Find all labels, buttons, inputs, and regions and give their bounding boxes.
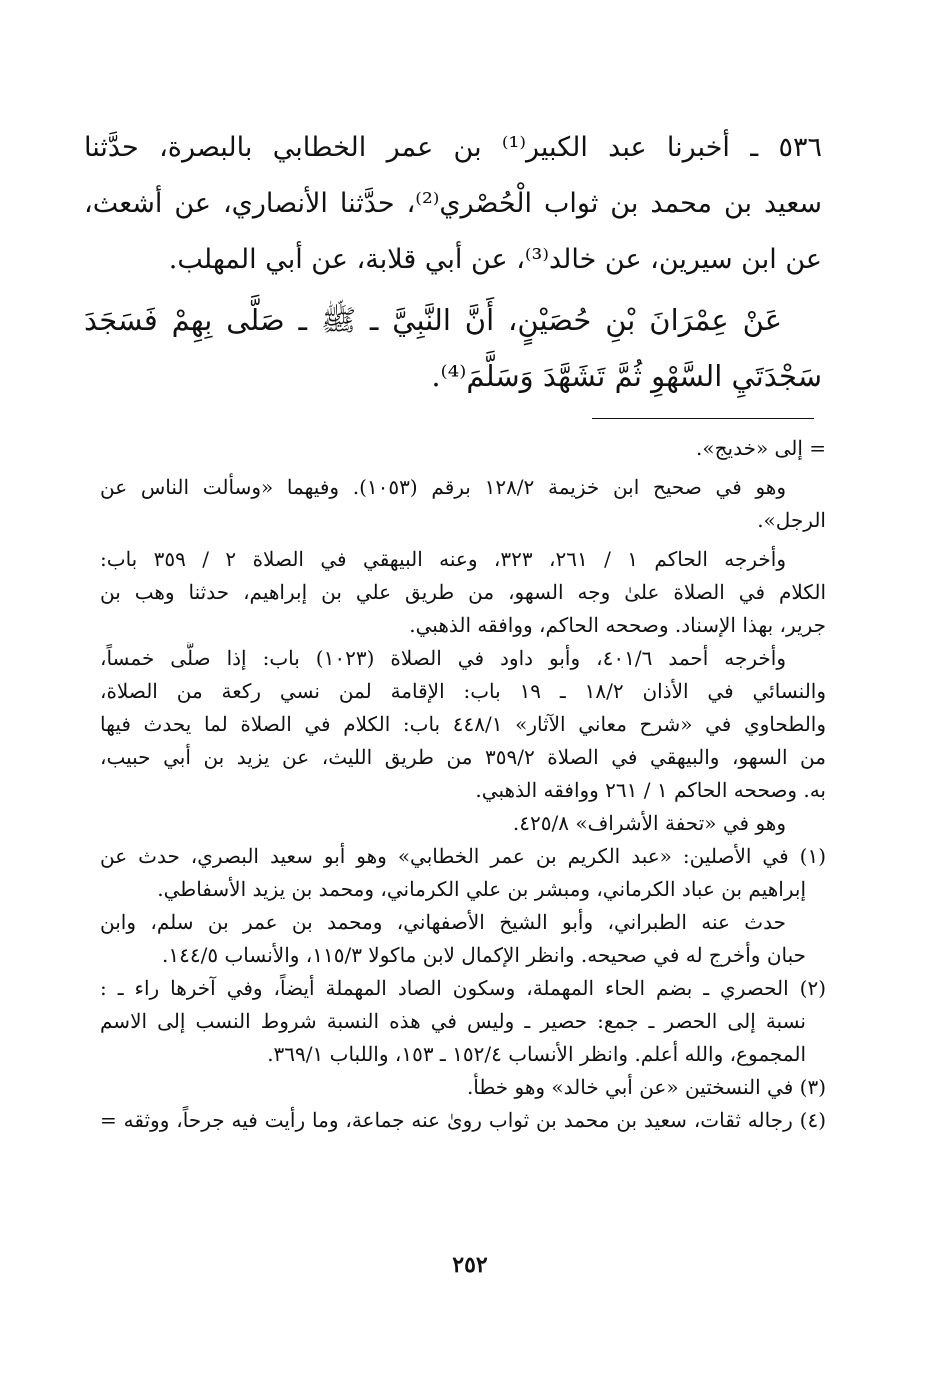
footnote-line: وهو في صحيح ابن خزيمة ١٢٨/٢ برقم (١٠٥٣). وفيهما «وسألت الناس عن	[100, 475, 786, 499]
footnote-line: وأخرجه أحمد ٤٠١/٦، وأبو داود في الصلاة (١٠٢٣) باب: إذا صلَّى خمساً،	[100, 646, 786, 670]
footnote-line: وأخرجه الحاكم ١ / ٢٦١، ٣٢٣، وعنه البيهقي في الصلاة ٢ / ٣٥٩ باب:	[100, 547, 786, 571]
footnote-line: = إلى «خديج».	[696, 436, 826, 460]
main-text	[84, 120, 822, 404]
main-text-line: عن ابن سيرين، عن خالد⁽³⁾، عن أبي قلابة، عن أبي المهلب.	[168, 244, 822, 275]
main-text-line: سعيد بن محمد بن ثواب الْحُصْري⁽²⁾، حدَّثنا الأنصاري، عن أشعث،	[84, 188, 822, 219]
footnote-separator	[592, 418, 814, 419]
footnote-line: (٣) في النسختين «عن أبي خالد» وهو خطأ.	[466, 1075, 826, 1099]
footnote-line: والنسائي في الأذان ١٨/٢ ـ ١٩ باب: الإقامة لمن نسي ركعة من الصلاة،	[100, 679, 826, 703]
footnote-line: جرير، بهذا الإسناد. وصححه الحاكم، ووافقه الذهبي.	[409, 613, 826, 637]
footnote-line: من السهو، والبيهقي في الصلاة ٣٥٩/٢ من طريق الليث، عن يزيد بن أبي حبيب،	[100, 745, 826, 769]
footnote-line: والطحاوي في «شرح معاني الآثار» ٤٤٨/١ باب: الكلام في الصلاة لما يحدث فيها	[100, 712, 826, 736]
footnote-line: (٤) رجاله ثقات، سعيد بن محمد بن ثواب روىٰ عنه جماعة، وما رأيت فيه جرحاً، ووثقه =	[100, 1108, 826, 1132]
footnote-line: إبراهيم بن عباد الكرماني، ومبشر بن علي الكرماني، ومحمد بن يزيد الأسفاطي.	[157, 877, 806, 901]
footnote-line: الرجل».	[757, 508, 826, 532]
main-text-line: ٥٣٦ ـ أخبرنا عبد الكبير⁽¹⁾ بن عمر الخطابي بالبصرة، حدَّثنا	[84, 132, 822, 163]
footnote-line: الكلام في الصلاة علىٰ وجه السهو، من طريق علي بن إبراهيم، حدثنا وهب بن	[100, 580, 826, 604]
page-number: ٢٥٢	[452, 1252, 488, 1278]
footnote-line: المجموع، والله أعلم. وانظر الأنساب ١٥٢/٤ ـ ١٥٣، واللباب ٣٦٩/١.	[267, 1042, 806, 1066]
footnote-line: (٢) الحصري ـ بضم الحاء المهملة، وسكون الصاد المهملة أيضاً، وفي آخرها راء ـ :	[100, 976, 826, 1000]
footnote-line: نسبة إلى الحصر ـ جمع: حصير ـ وليس في هذه النسبة شروط النسب إلى الاسم	[100, 1009, 806, 1033]
footnote-line: حدث عنه الطبراني، وأبو الشيخ الأصفهاني، ومحمد بن عمر بن سلم، وابن	[100, 910, 786, 934]
footnote-line: (١) في الأصلين: «عبد الكريم بن عمر الخطابي» وهو أبو سعيد البصري، حدث عن	[100, 844, 826, 868]
hadith-line: عَنْ عِمْرَانَ بْنِ حُصَيْنٍ، أَنَّ النَّبِيَّ ـ ﷺ ـ صَلَّى بِهِمْ فَسَجَدَ	[84, 303, 782, 337]
footnote-line: وهو في «تحفة الأشراف» ٤٢٥/٨.	[512, 811, 786, 835]
footnote-line: حبان وأخرج له في صحيحه. وانظر الإكمال لابن ماكولا ١١٥/٣، والأنساب ١٤٤/٥.	[162, 943, 806, 967]
footnote-line: به. وصححه الحاكم ١ / ٢٦١ ووافقه الذهبي.	[475, 778, 826, 802]
footnotes	[100, 432, 826, 1137]
hadith-line: سَجْدَتَيِ السَّهْوِ ثُمَّ تَشَهَّدَ وَسَلَّمَ⁽⁴⁾.	[431, 359, 822, 393]
